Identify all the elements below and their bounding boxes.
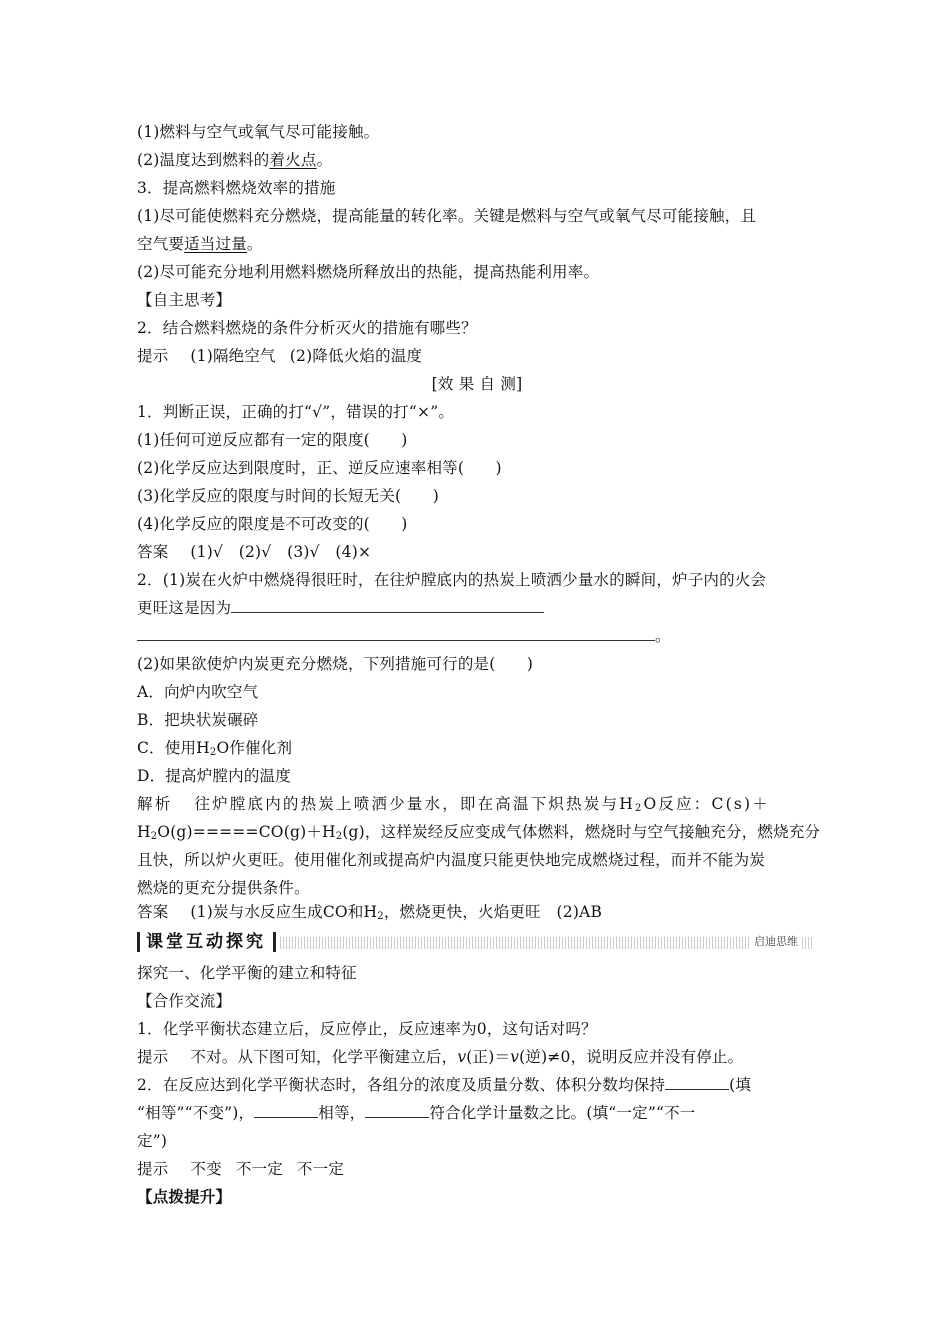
question-line: (1)任何可逆反应都有一定的限度( ) [137, 431, 408, 449]
text-span: 符合化学计量数之比。(填“一定”“不一 [429, 1104, 696, 1122]
question-line: (2)如果欲使炉内炭更充分燃烧，下列措施可行的是( ) [137, 655, 534, 673]
text-span: 不对。从下图可知，化学平衡建立后， [190, 1048, 458, 1066]
text-span: 2．在反应达到化学平衡状态时，各组分的浓度及质量分数、体积分数均保持 [137, 1076, 666, 1094]
analysis-line [137, 794, 817, 814]
option-c [137, 738, 817, 758]
question-line: (3)化学反应的限度与时间的长短无关( ) [137, 487, 439, 505]
text-span: (填 [729, 1076, 752, 1094]
text-span: 不一定 [235, 1160, 283, 1178]
question-line: 1．化学平衡状态建立后，反应停止，反应速率为0，这句话对吗？ [137, 1020, 597, 1038]
text-line: (2)尽可能充分地利用燃料燃烧所释放出的热能，提高热能利用率。 [137, 263, 600, 281]
banner-hatch [280, 937, 812, 949]
text-line [137, 150, 817, 170]
hint-label: 提示 [137, 1160, 169, 1178]
answer-blank [137, 626, 655, 641]
text-span: 更旺这是因为 [137, 599, 232, 617]
text-span: 。 [246, 235, 263, 253]
question-line: (4)化学反应的限度是不可改变的( ) [137, 515, 408, 533]
question-line: 1．判断正误，正确的打“√”，错误的打“×”。 [137, 403, 455, 421]
text-span: (逆)≠0，说明反应并没有停止。 [519, 1048, 744, 1066]
answer-blank [254, 1103, 318, 1118]
text-span: (2)降低火焰的温度 [289, 347, 423, 365]
question-line: (2)化学反应达到限度时，正、逆反应速率相等( ) [137, 459, 502, 477]
hint-line [137, 1159, 817, 1179]
text-line: (1)燃料与空气或氧气尽可能接触。 [137, 123, 380, 141]
variable: v [457, 1048, 467, 1066]
answer-blank [365, 1103, 429, 1118]
subsection-heading: 【合作交流】 [137, 992, 232, 1010]
section-heading: 3．提高燃料燃烧效率的措施 [137, 179, 336, 197]
subscript: 2 [335, 831, 343, 842]
answer-blank [665, 1075, 729, 1090]
text-span: O反应：C(s)＋ [643, 795, 770, 813]
text-span: O作催化剂 [216, 739, 293, 757]
hint-label: 提示 [137, 347, 169, 365]
question-line [137, 598, 817, 618]
section-title: [效 果 自 测] [431, 375, 523, 393]
subscript: 2 [634, 803, 644, 814]
question-line: 定”) [137, 1132, 168, 1150]
hint-label: 提示 [137, 1048, 169, 1066]
banner-title: 课堂互动探究 [146, 932, 266, 952]
text-span: 。 [655, 627, 671, 645]
analysis-line: 且快，所以炉火更旺。使用催化剂或提高炉内温度只能更快地完成燃烧过程，而并不能为炭 [137, 851, 766, 869]
text-span: (正)＝ [466, 1048, 511, 1066]
question-line [137, 1103, 817, 1123]
subscript: 2 [377, 911, 384, 922]
analysis-line [137, 822, 821, 842]
text-span: 不变 [190, 1160, 222, 1178]
question-line: 2．(1)炭在火炉中燃烧得很旺时，在往炉膛底内的热炭上喷洒少量水的瞬间，炉子内的火会 [137, 571, 767, 589]
text-span: ，燃烧更快，火焰更旺 (2)AB [383, 903, 603, 921]
question-line [137, 626, 817, 646]
answer-text: (1)√ (2)√ (3)√ (4)× [190, 543, 372, 561]
section-heading: 探究一、化学平衡的建立和特征 [137, 964, 357, 982]
text-line: (1)尽可能使燃料充分燃烧，提高能量的转化率。关键是燃料与空气或氧气尽可能接触，且 [137, 207, 757, 225]
underlined-term: 着火点 [269, 151, 317, 169]
question-line [137, 1075, 817, 1095]
answer-line [137, 542, 817, 562]
text-span: O(g)=====CO(g)＋H [157, 823, 336, 841]
text-span: (1)炭与水反应生成CO和H [190, 903, 378, 921]
hint-line [137, 1047, 817, 1067]
variable: v [510, 1048, 520, 1066]
text-span: 往炉膛底内的热炭上喷洒少量水，即在高温下炽热炭与H [194, 795, 635, 813]
subscript: 2 [209, 747, 217, 758]
answer-label: 答案 [137, 543, 169, 561]
answer-blank [231, 598, 544, 613]
text-line [137, 234, 817, 254]
text-span: (g)，这样炭经反应变成气体燃料，燃烧时与空气接触充分，燃烧充分 [342, 823, 821, 841]
text-span: 。 [316, 151, 333, 169]
option-a: A．向炉内吹空气 [137, 683, 259, 701]
banner-bar [273, 932, 276, 952]
section-banner [137, 930, 812, 954]
text-span: H [137, 823, 151, 841]
analysis-label: 解析 [137, 795, 173, 813]
underlined-term: 适当过量 [184, 235, 247, 253]
text-span: 相等， [318, 1104, 366, 1122]
text-span: (1)隔绝空气 [190, 347, 276, 365]
option-d: D．提高炉膛内的温度 [137, 767, 291, 785]
text-span: C．使用H [137, 739, 210, 757]
text-span: “相等”“不变”)， [137, 1104, 255, 1122]
banner-tag: 启迪思维 [750, 934, 802, 950]
text-span: 不一定 [296, 1160, 345, 1178]
option-b: B．把块状炭碾碎 [137, 711, 259, 729]
subscript: 2 [150, 831, 158, 842]
answer-line [137, 902, 817, 922]
hint-line [137, 346, 817, 366]
subsection-heading: 【自主思考】 [137, 291, 232, 309]
subsection-heading: 【点拨提升】 [137, 1187, 232, 1206]
answer-label: 答案 [137, 903, 169, 921]
banner-bar [137, 932, 140, 952]
text-span: (2)温度达到燃料的 [137, 151, 270, 169]
text-span: 空气要 [137, 235, 185, 253]
question-line: 2．结合燃料燃烧的条件分析灭火的措施有哪些？ [137, 319, 477, 337]
analysis-line: 燃烧的更充分提供条件。 [137, 879, 310, 897]
